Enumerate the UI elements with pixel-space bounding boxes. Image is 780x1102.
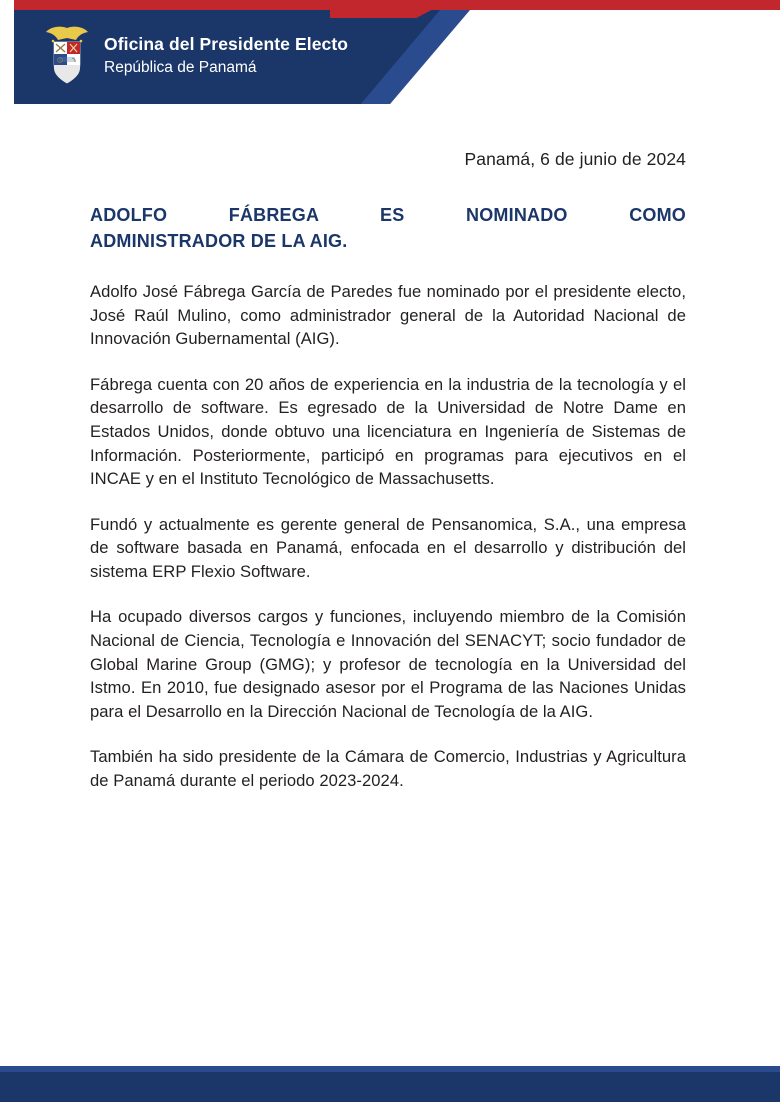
body-paragraph: Fundó y actualmente es gerente general de Pensanomica, S.A., una empresa de software basada en Panamá, enfocada en el desarrollo y distribución del sistema ERP Flexio Software. [90, 514, 686, 581]
document-body [0, 104, 780, 1062]
page-title-line-2: ADMINISTRADOR DE LA AIG. [90, 231, 348, 252]
panama-coat-of-arms-icon [44, 24, 90, 86]
page-title [90, 202, 686, 254]
header-title: Oficina del Presidente Electo [104, 34, 349, 54]
header-subtitle: República de Panamá [104, 58, 257, 76]
body-paragraph: También ha sido presidente de la Cámara de Comercio, Industrias y Agricultura de Panamá durante el periodo 2023-2024. [90, 747, 686, 790]
body-paragraph: Fábrega cuenta con 20 años de experiencia en la industria de la tecnología y el desarrollo de software. Es egresado de la Universidad de Notre Dame en Estados Unidos, donde obtuvo una licenciatura en Ingeniería de Sistemas de Información. Posteriormente, participó en programas para ejecutivos en el INCAE y en el Instituto Tecnológico de Massachusetts. [90, 374, 686, 489]
document-footer [0, 1062, 780, 1102]
body-paragraph: Ha ocupado diversos cargos y funciones, incluyendo miembro de la Comisión Nacional de Ciencia, Tecnología e Innovación del SENACYT; socio fundador de Global Marine Group (GMG); y profesor de tecnología en la Universidad del Istmo. En 2010, fue designado asesor por el Programa de las Naciones Unidas para el Desarrollo en la Dirección Nacional de Tecnología de la AIG. [90, 607, 686, 721]
document-content [90, 149, 686, 792]
footer-navy-band [0, 1072, 780, 1102]
dateline: Panamá, 6 de junio de 2024 [464, 149, 686, 169]
header-left-margin [0, 0, 14, 104]
document-header [0, 0, 780, 104]
body-paragraph: Adolfo José Fábrega García de Paredes fue nominado por el presidente electo, José Raúl Mulino, como administrador general de la Autoridad Nacional de Innovación Gubernamental (AIG). [90, 282, 686, 349]
page-title-line-1: ADOLFO FÁBREGA ES NOMINADO COMO [90, 205, 686, 225]
header-text-block [104, 34, 348, 78]
